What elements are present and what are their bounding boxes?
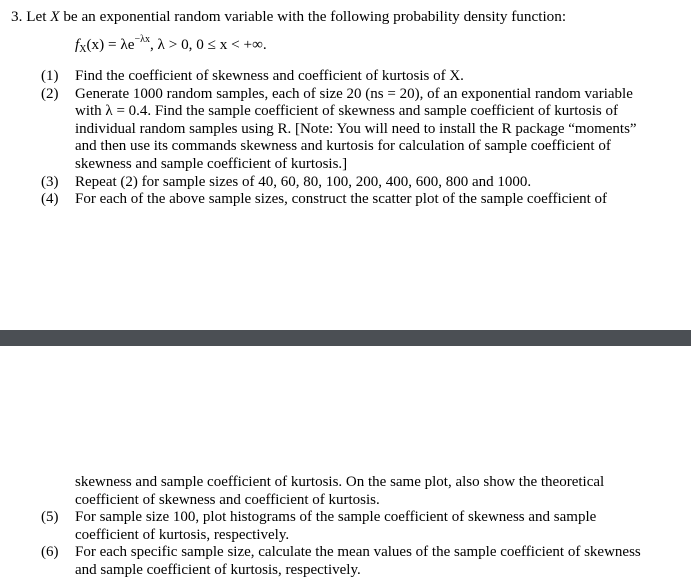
item-4-line-2: skewness and sample coefficient of kurtosis. On the same plot, also show the theoretical [75,474,605,490]
item-2-line-1: Generate 1000 random samples, each of size 20 (ns = 20), of an exponential random variable [75,85,633,102]
item-5-line-2: coefficient of kurtosis, respectively. [75,526,290,543]
question-intro-a: Let [26,8,51,25]
item-2-line-2: with λ = 0.4. Find the sample coefficient of skewness and sample coefficient of kurtosis of [75,103,618,120]
question-heading [11,8,566,26]
item-6-number: (6) [41,544,59,561]
item-4-line-1: For each of the above sample sizes, construct the scatter plot of the sample coefficient of [75,191,608,208]
item-4-line-3: coefficient of skewness and coefficient of kurtosis. [75,491,380,508]
question-number: 3. [11,8,23,25]
item-1-number: (1) [41,68,59,84]
page-divider [0,330,691,346]
item-1-line-1: Find the coefficient of skewness and coefficient of kurtosis of X. [75,68,464,84]
formula-exponent: −λx [134,34,150,45]
question-intro-b: be an exponential random variable with the following probability density function: [59,8,567,25]
item-6-line-1: For each specific sample size, calculate the mean values of the sample coefficient of skewness [75,544,641,561]
item-5-number: (5) [41,509,59,526]
item-3-line-1: Repeat (2) for sample sizes of 40, 60, 80, 100, 200, 400, 600, 800 and 1000. [75,173,532,190]
item-5-line-1: For sample size 100, plot histograms of the sample coefficient of skewness and sample [75,509,597,526]
item-4-number: (4) [41,191,59,208]
item-6-line-2: and sample coefficient of kurtosis, respectively. [75,562,361,578]
formula-domain: , λ > 0, 0 ≤ x < +∞. [149,36,267,53]
item-2-line-3: individual random samples using R. [Note: You will need to install the R package “moments” [75,120,637,137]
item-2-line-5: skewness and sample coefficient of kurtosis.] [75,156,348,172]
item-2-line-4: and then use its commands skewness and kurtosis for calculation of sample coefficient of [75,138,611,155]
item-2-number: (2) [41,85,59,102]
random-variable: X [50,8,60,25]
formula-subscript: X [79,44,87,55]
formula-lhs: (x) = λe [86,36,135,53]
formula-f: f [75,36,80,53]
pdf-formula [75,36,267,54]
page-bottom [0,346,691,587]
item-3-number: (3) [41,173,59,190]
